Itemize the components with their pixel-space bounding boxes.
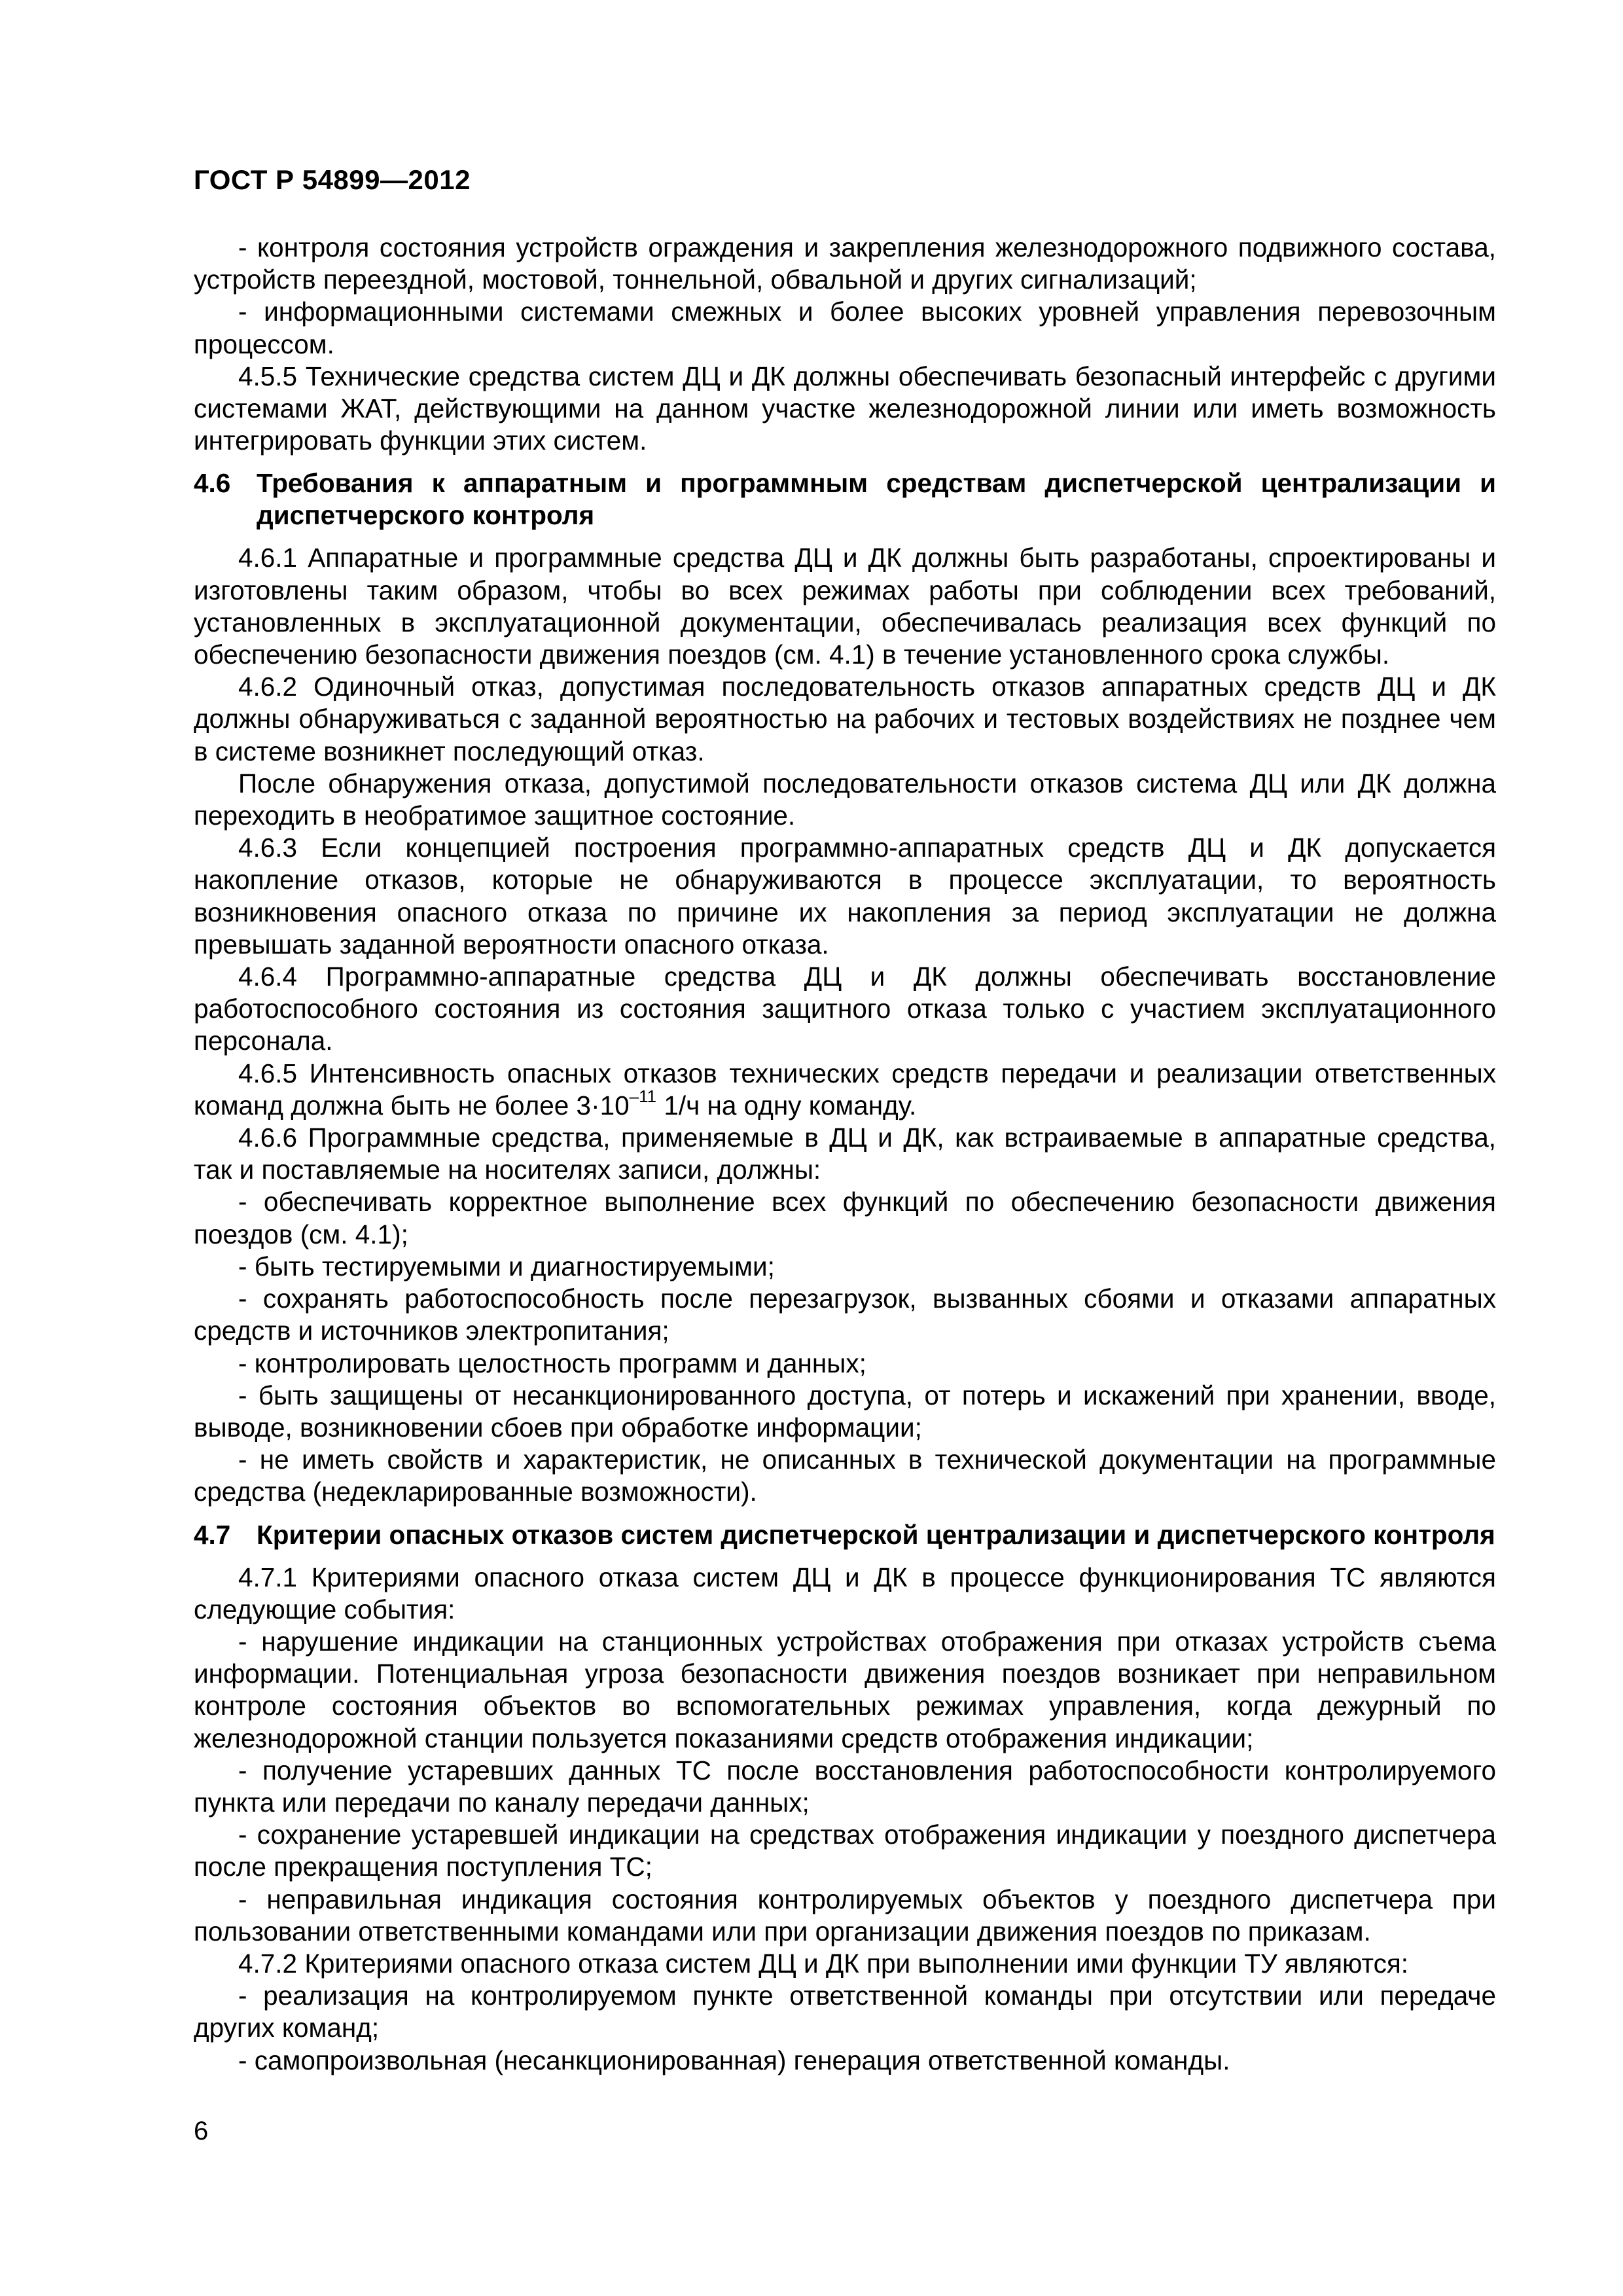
list-item: - обеспечивать корректное выполнение всех функций по обеспечению безопасности движения поездов (см. 4.1); [194,1187,1496,1249]
list-item: - сохранять работоспособность после перезагрузок, вызванных сбоями и отказами аппаратных средств и источников электропитания; [194,1283,1496,1346]
paragraph: 4.6.2 Одиночный отказ, допустимая последовательность отказов аппаратных средств ДЦ и ДК должны обнаруживаться с заданной вероятностью на рабочих и тестовых воздействиях не позднее чем в системе возникнет последующий отказ. [194,672,1496,766]
paragraph: 4.6.1 Аппаратные и программные средства ДЦ и ДК должны быть разработаны, спроектированы и изготовлены таким образом, чтобы во всех режимах работы при соблюдении всех требований, установленных в эксплуатационной документации, обеспечивалась реализация всех функций по обеспечению безопасности движения поездов (см. 4.1) в течение установленного срока службы. [194,543,1496,670]
list-item: - неправильная индикация состояния контролируемых объектов у поездного диспетчера при пользовании ответственными командами или при организации движения поездов по приказам. [194,1884,1496,1946]
paragraph: - контроля состояния устройств ограждения и закрепления железнодорожного подвижного состава, устройств переездной, мостовой, тоннельной, обвальной и других сигнализаций; [194,232,1496,295]
exponent: –11 [629,1086,657,1107]
paragraph: - информационными системами смежных и более высоких уровней управления перевозочным процессом. [194,296,1496,359]
list-item: - не иметь свойств и характеристик, не описанных в технической документации на программные средства (недекларированные возможности). [194,1444,1496,1507]
paragraph-4-6-5 [194,1058,1496,1122]
list-item: - получение устаревших данных ТС после восстановления работоспособности контролируемого пункта или передачи по каналу передачи данных; [194,1755,1496,1818]
section-title: Критерии опасных отказов систем диспетчерской централизации и диспетчерского контроля [257,1519,1495,1550]
paragraph: После обнаружения отказа, допустимой последовательности отказов система ДЦ или ДК должна переходить в необратимое защитное состояние. [194,768,1496,831]
paragraph: 4.5.5 Технические средства систем ДЦ и ДК должны обеспечивать безопасный интерфейс с другими системами ЖАТ, действующими на данном участке железнодорожной линии или иметь возможность интегрировать функции этих систем. [194,361,1496,456]
paragraph: 4.6.6 Программные средства, применяемые в ДЦ и ДК, как встраиваемые в аппаратные средства, так и поставляемые на носителях записи, должны: [194,1122,1496,1185]
list-item: - самопроизвольная (несанкционированная) генерация ответственной команды. [238,2045,1230,2075]
paragraph: 4.7.2 Критериями опасного отказа систем ДЦ и ДК при выполнении ими функции ТУ являются: [238,1948,1409,1979]
section-title: Требования к аппаратным и программным средствам диспетчерской централизации и диспетчерского контроля [257,468,1496,531]
list-item: - нарушение индикации на станционных устройствах отображения при отказах устройств съема информации. Потенциальная угроза безопасности движения поездов возникает при неправильном контроле состояния объектов во вспомогательных режимах управления, когда дежурный по железнодорожной станции пользуется показаниями средств отображения индикации; [194,1626,1496,1753]
text-run: 1/ч на одну команду. [656,1090,917,1121]
list-item: - сохранение устаревшей индикации на средствах отображения индикации у поездного диспетчера после прекращения поступления ТС; [194,1820,1496,1882]
list-item: - контролировать целостность программ и данных; [238,1348,866,1378]
paragraph: 4.7.1 Критериями опасного отказа систем ДЦ и ДК в процессе функционирования ТС являются следующие события: [194,1562,1496,1624]
section-heading-4-6 [194,467,1496,531]
text-run: 4.6.5 Интенсивность опасных отказов технических средств передачи и реализации ответственных команд должна быть не более 3·10 [194,1058,1496,1121]
paragraph: 4.6.4 Программно-аппаратные средства ДЦ и ДК должны обеспечивать восстановление работоспособного состояния из состояния защитного отказа только с участием эксплуатационного персонала. [194,961,1496,1056]
page-number: 6 [194,2117,209,2145]
document-page [194,164,1496,2077]
paragraph: 4.6.3 Если концепцией построения программно-аппаратных средств ДЦ и ДК допускается накопление отказов, которые не обнаруживаются в процессе эксплуатации, то вероятность возникновения опасного отказа по причине их накопления за период эксплуатации не должна превышать заданной вероятности опасного отказа. [194,833,1496,960]
list-item: - быть тестируемыми и диагностируемыми; [238,1251,775,1282]
document-header: ГОСТ Р 54899—2012 [194,164,471,195]
section-number: 4.7 [194,1519,231,1550]
section-heading-4-7 [194,1519,1496,1551]
section-number: 4.6 [194,468,231,499]
list-item: - быть защищены от несанкционированного доступа, от потерь и искажений при хранении, вводе, выводе, возникновении сбоев при обработке информации; [194,1380,1496,1443]
list-item: - реализация на контролируемом пункте ответственной команды при отсутствии или передаче других команд; [194,1981,1496,2043]
